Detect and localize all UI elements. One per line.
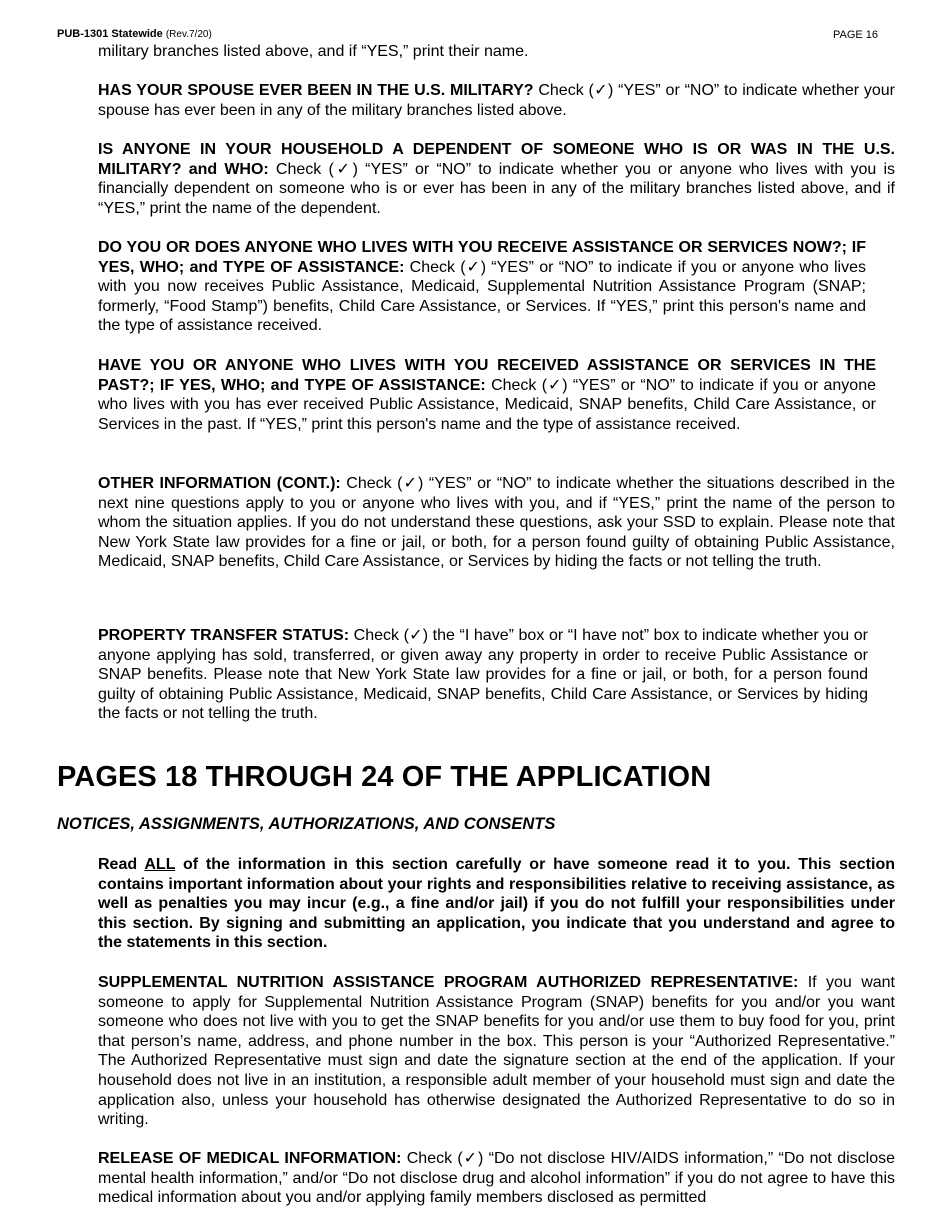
section-assistance-now [98,238,866,336]
section-body: Check (✓) “Do not disclose HIV/AIDS information,” “Do not disclose mental health information,” and/or “Do not disclose drug and alcohol information” if you do not agree to have this medical information about you and/or applying family members disclosed as permitted [98,1150,895,1207]
section-heading: HAS YOUR SPOUSE EVER BEEN IN THE U.S. MILITARY? [98,82,534,99]
read-prefix: Read [98,856,145,873]
section-heading: RELEASE OF MEDICAL INFORMATION: [98,1150,402,1167]
section-other-information [98,474,895,572]
section-snap-authorized-rep [98,973,895,1130]
section-body: Check (✓) “YES” or “NO” to indicate if you or anyone who lives with you has ever received Public Assistance, Medicaid, SNAP benefits, Child Care Assistance, or Services in the past. If “YES,” print this person's name and the type of assistance received. [98,376,876,433]
form-id [57,28,212,40]
form-revision: (Rev.7/20) [165,29,212,40]
pages-heading: PAGES 18 THROUGH 24 OF THE APPLICATION [57,761,712,793]
section-household-dependent [98,140,895,218]
section-property-transfer [98,626,868,724]
section-heading: OTHER INFORMATION (CONT.): [98,475,341,492]
notices-subheading: NOTICES, ASSIGNMENTS, AUTHORIZATIONS, AND CONSENTS [57,815,556,833]
section-medical-release [98,1149,895,1208]
section-body: Check (✓) “YES” or “NO” to indicate whether your spouse has ever been in any of the military branches listed above. [98,82,895,119]
read-all-emphasis: ALL [144,856,176,873]
page-number: PAGE 16 [833,29,879,41]
section-spouse-military [98,81,895,120]
section-heading: HAVE YOU OR ANYONE WHO LIVES WITH YOU RECEIVED ASSISTANCE OR SERVICES IN THE PAST?; IF YES, WHO; and TYPE OF ASSISTANCE: [98,357,876,394]
section-heading: DO YOU OR DOES ANYONE WHO LIVES WITH YOU RECEIVE ASSISTANCE OR SERVICES NOW?; IF YES, WHO; and TYPE OF ASSISTANCE: [98,239,866,276]
read-all-notice [98,855,895,953]
section-body: Check (✓) “YES” or “NO” to indicate whether you or anyone who lives with you is financially dependent on someone who is or ever has been in any of the military branches listed above, and if “YES,” print the name of the dependent. [98,160,896,217]
section-heading: IS ANYONE IN YOUR HOUSEHOLD A DEPENDENT OF SOMEONE WHO IS OR WAS IN THE U.S. MILITARY? and WHO: [98,141,895,178]
section-body: Check (✓) “YES” or “NO” to indicate if you or anyone who lives with you now receives Public Assistance, Medicaid, Supplemental Nutrition Assistance Program (SNAP; formerly, “Food Stamp”) benefits, Child Care Assistance, or Services. If “YES,” print this person's name and the type of assistance received. [98,258,867,335]
continued-text: military branches listed above, and if “YES,” print their name. [98,43,529,60]
form-number: PUB-1301 Statewide [57,28,163,40]
section-body: Check (✓) “YES” or “NO” to indicate whether the situations described in the next nine questions apply to you or anyone who lives with you, and if “YES,” print the name of the person to whom the situation applies. If you do not understand these questions, ask your SSD to explain. Please note that New York State law provides for a fine or jail, or both, for a person found guilty of obtaining Public Assistance, Medicaid, SNAP benefits, Child Care Assistance, or Services by hiding the facts or not telling the truth. [98,475,896,571]
section-body: Check (✓) the “I have” box or “I have not” box to indicate whether you or anyone applying has sold, transferred, or given away any property in order to receive Public Assistance or SNAP benefits. Please note that New York State law provides for a fine or jail, or both, for a person found guilty of obtaining Public Assistance, Medicaid, SNAP benefits, Child Care Assistance, or Services by hiding the facts or not telling the truth. [98,627,868,723]
read-rest: of the information in this section carefully or have someone read it to you. This section contains important information about your rights and responsibilities relative to receiving assistance, as well as penalties you may incur (e.g., a fine and/or jail) if you do not fulfill your responsibilities under this section. By signing and submitting an application, you indicate that you understand and agree to the statements in this section. [98,856,896,952]
section-assistance-past [98,356,876,434]
section-heading: SUPPLEMENTAL NUTRITION ASSISTANCE PROGRAM AUTHORIZED REPRESENTATIVE: [98,974,799,991]
section-body: If you want someone to apply for Supplemental Nutrition Assistance Program (SNAP) benefits for you and/or you want someone who does not live with you to get the SNAP benefits for you and/or use them to buy food for you, print that person’s name, address, and phone number in the box. This person is your “Authorized Representative.” The Authorized Representative must sign and date the signature section at the end of the application. If your household does not live in an institution, a responsible adult member of your household must sign and date the application also, unless your household has otherwise designated the Authorized Representative to do so in writing. [98,974,895,1129]
section-heading: PROPERTY TRANSFER STATUS: [98,627,350,644]
